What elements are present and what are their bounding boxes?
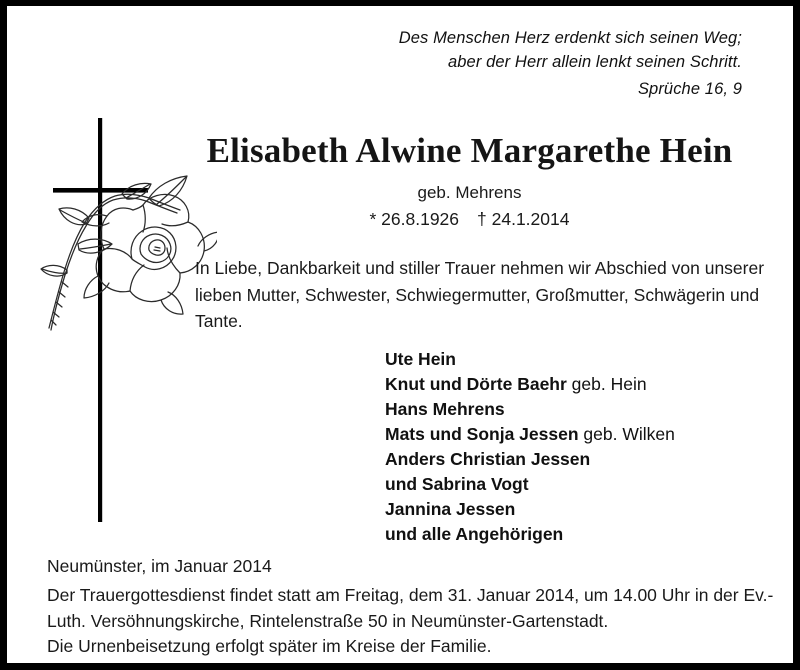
survivor-row (385, 472, 785, 497)
birth-date: * 26.8.1926 (369, 209, 460, 229)
survivor-row (385, 447, 785, 472)
epigraph-line-1: Des Menschen Herz erdenkt sich seinen Weg; (398, 29, 742, 47)
survivor-row (385, 372, 785, 397)
survivor-name: Jannina Jessen (385, 499, 516, 519)
service-details: Der Trauergottesdienst findet statt am Freitag, dem 31. Januar 2014, um 14.00 Uhr in der Ev.- Luth. Versöhnungskirche, Rintelenstraße 50 in Neumünster-Gartenstadt. (47, 585, 774, 631)
survivor-name: Hans Mehrens (385, 399, 505, 419)
survivors-list (385, 347, 785, 547)
survivor-name: Ute Hein (385, 349, 456, 369)
survivor-row (385, 422, 785, 447)
life-dates (147, 208, 792, 230)
deceased-name: Elisabeth Alwine Margarethe Hein (206, 131, 733, 170)
survivor-name: Mats und Sonja Jessen (385, 424, 579, 444)
survivor-name: und Sabrina Vogt (385, 474, 529, 494)
survivor-row (385, 347, 785, 372)
epigraph (337, 26, 742, 101)
notice-inner-frame (7, 6, 793, 663)
survivor-row (385, 497, 785, 522)
survivor-name: Anders Christian Jessen (385, 449, 591, 469)
survivor-maiden-suffix: geb. Wilken (578, 424, 675, 444)
cross-icon (53, 118, 148, 522)
survivor-name: Knut und Dörte Baehr (385, 374, 567, 394)
epigraph-line-2: aber der Herr allein lenkt seinen Schritt. (447, 53, 742, 71)
maiden-name: geb. Mehrens (417, 183, 522, 202)
survivor-row (385, 522, 785, 547)
cross-with-rose-illustration (37, 114, 217, 534)
survivor-name: und alle Angehörigen (385, 524, 564, 544)
survivor-maiden-suffix: geb. Hein (566, 374, 647, 394)
burial-details: Die Urnenbeisetzung erfolgt später im Kreise der Familie. (47, 636, 492, 656)
epigraph-source: Sprüche 16, 9 (637, 80, 742, 98)
survivor-row (385, 397, 785, 422)
place-and-date: Neumünster, im Januar 2014 (47, 556, 272, 576)
tribute-text: In Liebe, Dankbarkeit und stiller Trauer nehmen wir Abschied von unserer lieben Mutter, Schwester, Schwiegermutter, Großmutter, Schwägerin und Tante. (195, 258, 765, 331)
death-date: † 24.1.2014 (477, 209, 570, 229)
cross-rose-svg (37, 114, 217, 534)
